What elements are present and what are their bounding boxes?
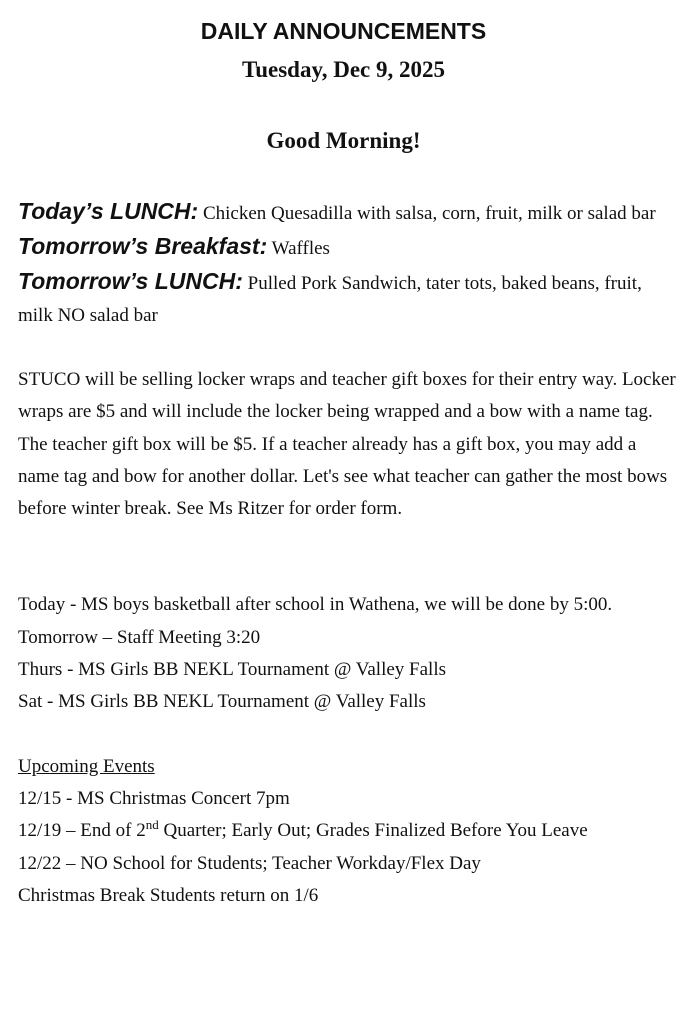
- menu-item-text: Chicken Quesadilla with salsa, corn, fruit, milk or salad bar: [198, 203, 656, 224]
- greeting: Good Morning!: [266, 128, 421, 153]
- stuco-announcement: STUCO will be selling locker wraps and teacher gift boxes for their entry way. Locker wraps are $5 and will include the locker being wrapped and a bow with a name tag. The teacher gift box will be $5. If a teacher already has a gift box, you may add a name tag and bow for another dollar. Let's see what teacher can gather the most bows before winter break. See Ms Ritzer for order form.: [18, 369, 676, 520]
- menu-item-label: Tomorrow’s LUNCH:: [18, 268, 243, 294]
- event-item: 12/15 - MS Christmas Concert 7pm: [18, 787, 290, 809]
- schedule-section: [18, 589, 679, 718]
- upcoming-events-heading: Upcoming Events: [18, 755, 155, 777]
- menu-item-today-lunch: [18, 195, 679, 230]
- event-item: 12/22 – NO School for Students; Teacher Workday/Flex Day: [18, 852, 481, 874]
- menu-item-label: Today’s LUNCH:: [18, 198, 199, 224]
- schedule-item: Today - MS boys basketball after school in Wathena, we will be done by 5:00.: [18, 594, 613, 616]
- menu-item-tomorrow-lunch: [18, 265, 679, 332]
- event-item: Christmas Break Students return on 1/6: [18, 884, 319, 906]
- menu-item-text: Pulled Pork Sandwich, tater tots, baked beans, fruit, milk NO salad bar: [18, 273, 642, 326]
- announcement-date: Tuesday, Dec 9, 2025: [242, 57, 445, 82]
- page-title: DAILY ANNOUNCEMENTS: [200, 18, 487, 44]
- schedule-item: Tomorrow – Staff Meeting 3:20: [18, 626, 261, 648]
- menu-item-label: Tomorrow’s Breakfast:: [18, 233, 268, 259]
- schedule-item: Thurs - MS Girls BB NEKL Tournament @ Valley Falls: [18, 659, 446, 681]
- schedule-item: Sat - MS Girls BB NEKL Tournament @ Valley Falls: [18, 691, 426, 713]
- event-item-end-of-quarter: [18, 815, 679, 847]
- menu-item-text: Waffles: [267, 238, 330, 259]
- upcoming-events-section: [18, 751, 679, 912]
- menu-item-tomorrow-breakfast: [18, 230, 679, 265]
- ordinal-suffix: nd: [145, 817, 159, 833]
- event-text: Quarter; Early Out; Grades Finalized Before You Leave: [158, 820, 588, 842]
- menu-section: [18, 195, 679, 332]
- event-text: 12/19 – End of 2: [18, 820, 146, 842]
